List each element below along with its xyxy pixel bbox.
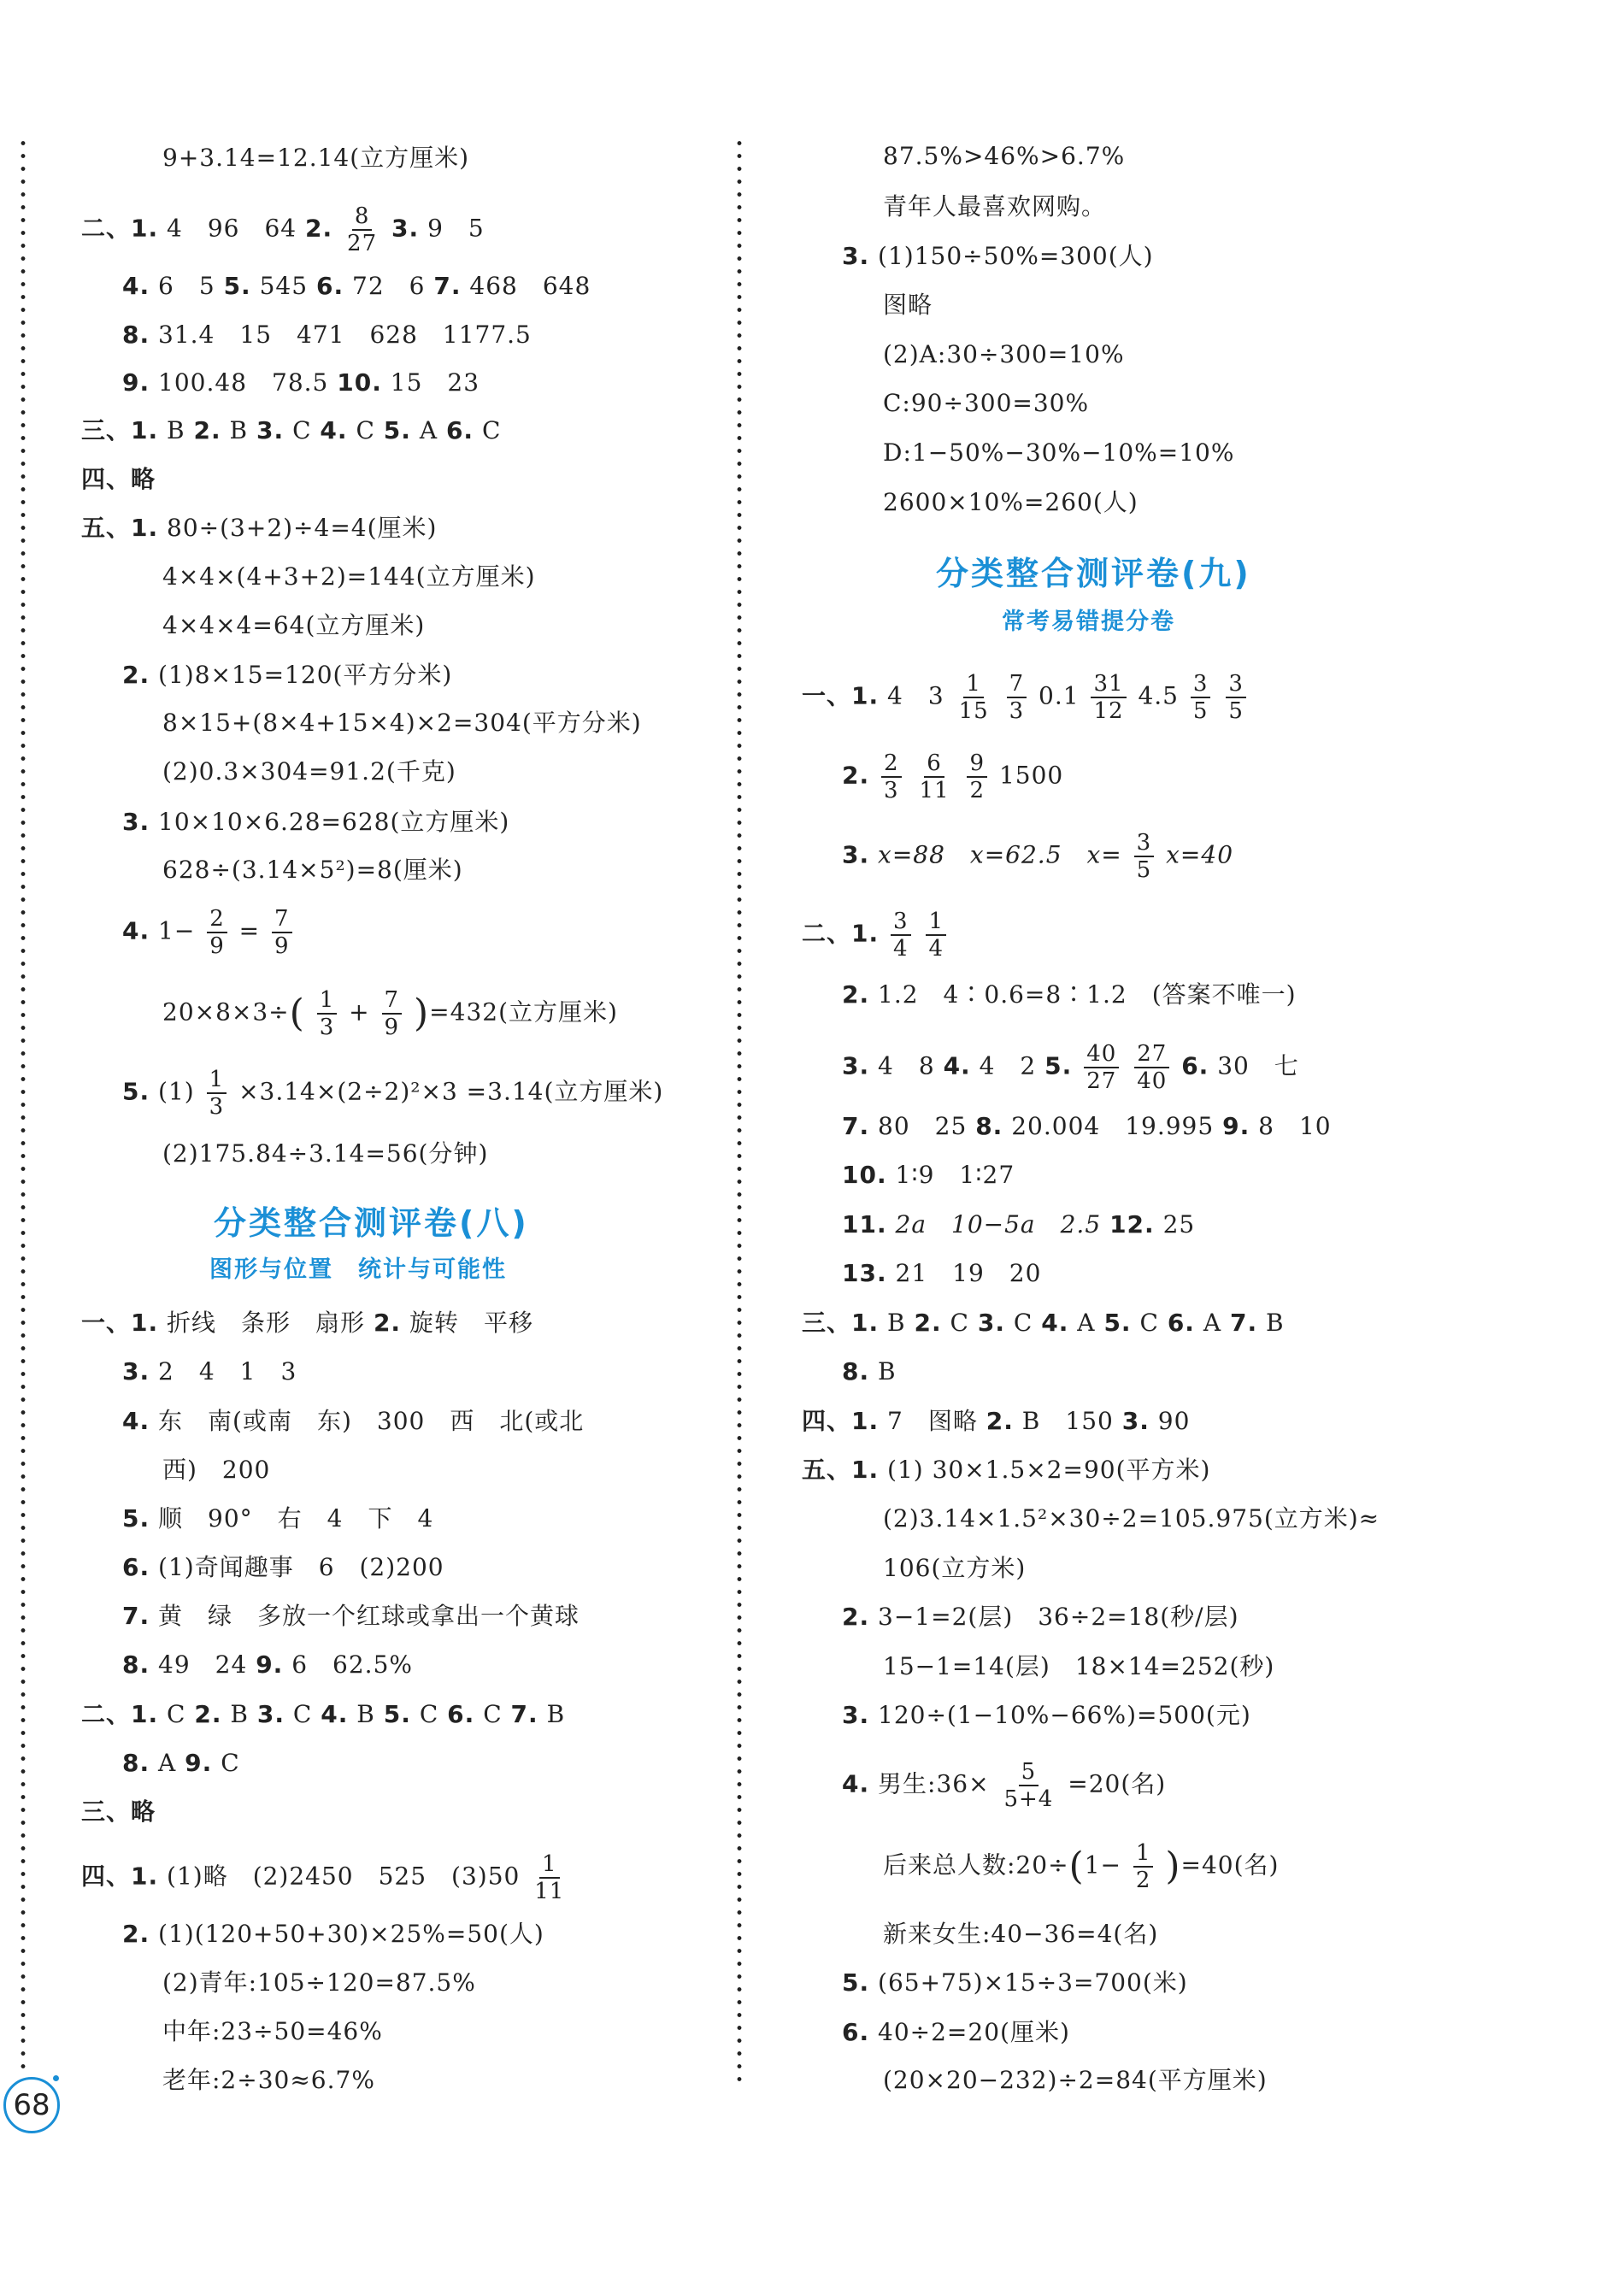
left-margin-dots bbox=[21, 137, 26, 2077]
answer-line: 4. 东 南(或南 东) 300 西 北(或北 bbox=[122, 1407, 585, 1435]
answer-line: 6. 40÷2=20(厘米) bbox=[842, 2018, 1070, 2046]
answer-line: 9+3.14=12.14(立方厘米) bbox=[162, 144, 470, 172]
answer-line: 4. 6 5 5. 545 6. 72 6 7. 468 648 bbox=[122, 272, 591, 300]
fraction: $\frac{3}{4}$ bbox=[891, 910, 911, 960]
answer-line: 五、1. (1) 30×1.5×2=90(平方米) bbox=[802, 1456, 1211, 1484]
answer-line: 二、1. $\frac{3}{4}$ $\frac{1}{4}$ bbox=[802, 910, 950, 960]
answer-line: 2. (1)8×15=120(平方分米) bbox=[122, 661, 453, 689]
fraction: $\frac{8}{27}$ bbox=[347, 203, 378, 256]
answer-line: 4. 男生:36× $\frac{5}{5+4}$ =20(名) bbox=[842, 1759, 1167, 1812]
answer-line: 三、1. B 2. C 3. C 4. A 5. C 6. A 7. B bbox=[802, 1309, 1285, 1337]
answer-line: (2)175.84÷3.14=56(分钟) bbox=[162, 1139, 489, 1168]
answer-line: 3. 2 4 1 3 bbox=[122, 1357, 297, 1386]
answer-line: 7. 80 25 8. 20.004 19.995 9. 8 10 bbox=[842, 1112, 1332, 1140]
answer-line: 4. 1− $\frac{2}{9}$ = $\frac{7}{9}$ bbox=[122, 908, 296, 957]
answer-line: (2)青年:105÷120=87.5% bbox=[162, 1968, 476, 1997]
answer-line: 3. 120÷(1−10%−66%)=500(元) bbox=[842, 1701, 1251, 1729]
answer-line: (2)3.14×1.5²×30÷2=105.975(立方米)≈ bbox=[883, 1504, 1380, 1533]
answer-line: 2. 1.2 4∶0.6=8∶1.2 (答案不唯一) bbox=[842, 980, 1297, 1009]
fraction: $\frac{1}{2}$ bbox=[1133, 1842, 1154, 1892]
fraction: $\frac{5}{5+4}$ bbox=[1003, 1759, 1054, 1812]
answer-line: 10. 1∶9 1∶27 bbox=[842, 1161, 1015, 1189]
answer-line: 3. 10×10×6.28=628(立方厘米) bbox=[122, 808, 510, 836]
answer-line: (20×20−232)÷2=84(平方厘米) bbox=[883, 2066, 1268, 2094]
answer-line: 628÷(3.14×5²)=8(厘米) bbox=[162, 856, 463, 884]
answer-line: 一、1. 折线 条形 扇形 2. 旋转 平移 bbox=[81, 1309, 533, 1337]
answer-line: 后来总人数:20÷(1− $\frac{1}{2}$ )=40(名) bbox=[883, 1840, 1280, 1893]
fraction: $\frac{7}{9}$ bbox=[382, 989, 403, 1038]
page-number-badge: 68 bbox=[3, 2077, 60, 2133]
answer-line: C:90÷300=30% bbox=[883, 389, 1090, 417]
answer-line: 2600×10%=260(人) bbox=[883, 488, 1139, 516]
answer-line: 8. 49 24 9. 6 62.5% bbox=[122, 1650, 413, 1679]
answer-line: 新来女生:40−36=4(名) bbox=[883, 1920, 1159, 1948]
center-divider-dots bbox=[737, 137, 742, 2086]
answer-line: 3. x=88 x=62.5 x= $\frac{3}{5}$ x=40 bbox=[842, 830, 1234, 883]
fraction: $\frac{2}{9}$ bbox=[207, 908, 227, 957]
answer-line: 青年人最喜欢网购。 bbox=[883, 192, 1107, 221]
answer-line: 11. 2a 10−5a 2.5 12. 25 bbox=[842, 1210, 1196, 1238]
fraction: $\frac{40}{27}$ bbox=[1084, 1043, 1119, 1092]
fraction: $\frac{3}{5}$ bbox=[1191, 673, 1211, 722]
answer-line: 四、略 bbox=[81, 465, 156, 493]
answer-line: 三、1. B 2. B 3. C 4. C 5. A 6. C bbox=[81, 416, 502, 444]
section-title: 分类整合测评卷(八) bbox=[214, 1204, 529, 1242]
answer-line: 20×8×3÷( $\frac{1}{3}$ + $\frac{7}{9}$ )=432(立方厘米) bbox=[162, 987, 618, 1040]
answer-line: 106(立方米) bbox=[883, 1554, 1027, 1582]
answer-line: 四、1. 7 图略 2. B 150 3. 90 bbox=[802, 1407, 1191, 1435]
answer-line: 8. A 9. C bbox=[122, 1749, 240, 1777]
answer-line: 3. (1)150÷50%=300(人) bbox=[842, 242, 1154, 270]
answer-line: 15−1=14(层) 18×14=252(秒) bbox=[883, 1652, 1275, 1680]
fraction: $\frac{31}{12}$ bbox=[1091, 673, 1126, 722]
answer-line: 五、1. 80÷(3+2)÷4=4(厘米) bbox=[81, 514, 438, 542]
answer-line: D:1−50%−30%−10%=10% bbox=[883, 438, 1235, 467]
fraction: $\frac{7}{9}$ bbox=[272, 908, 292, 957]
fraction: $\frac{3}{5}$ bbox=[1226, 673, 1246, 722]
answer-line: 13. 21 19 20 bbox=[842, 1259, 1042, 1287]
fraction: $\frac{2}{3}$ bbox=[881, 752, 902, 802]
fraction: $\frac{1}{11}$ bbox=[534, 1851, 565, 1904]
answer-line: 7. 黄 绿 多放一个红球或拿出一个黄球 bbox=[122, 1602, 580, 1630]
answer-line: 4×4×4=64(立方厘米) bbox=[162, 611, 426, 639]
answer-line: 西) 200 bbox=[162, 1456, 271, 1484]
answer-line: 9. 100.48 78.5 10. 15 23 bbox=[122, 368, 480, 397]
fraction: $\frac{1}{4}$ bbox=[926, 910, 946, 960]
section-subtitle: 图形与位置 统计与可能性 bbox=[209, 1256, 507, 1283]
fraction: $\frac{1}{3}$ bbox=[207, 1068, 227, 1118]
answer-line: 老年:2÷30≈6.7% bbox=[162, 2066, 375, 2094]
answer-line: 三、略 bbox=[81, 1797, 156, 1826]
answer-line: 2. (1)(120+50+30)×25%=50(人) bbox=[122, 1920, 544, 1948]
answer-line: 8×15+(8×4+15×4)×2=304(平方分米) bbox=[162, 709, 642, 737]
answer-line: 中年:23÷50=46% bbox=[162, 2017, 383, 2045]
answer-line: 4×4×(4+3+2)=144(立方厘米) bbox=[162, 562, 536, 591]
answer-line: 5. 顺 90° 右 4 下 4 bbox=[122, 1504, 434, 1533]
answer-line: 四、1. (1)略 (2)2450 525 (3)50 $\frac{1}{11}$ bbox=[81, 1853, 570, 1903]
answer-line: (2)0.3×304=91.2(千克) bbox=[162, 757, 456, 785]
answer-line: 2. 3−1=2(层) 36÷2=18(秒/层) bbox=[842, 1603, 1239, 1631]
answer-line: 6. (1)奇闻趣事 6 (2)200 bbox=[122, 1553, 444, 1581]
answer-line: 3. 4 8 4. 4 2 5. $\frac{40}{27}$ $\frac{27}{40}$ 6. 30 七 bbox=[842, 1041, 1299, 1094]
fraction: $\frac{7}{3}$ bbox=[1007, 673, 1027, 722]
answer-line: 二、1. 4 96 64 2. $\frac{8}{27}$ 3. 9 5 bbox=[81, 203, 485, 256]
section-subtitle: 常考易错提分卷 bbox=[1002, 609, 1175, 635]
fraction: $\frac{1}{3}$ bbox=[317, 989, 338, 1038]
answer-line: 5. (65+75)×15÷3=700(米) bbox=[842, 1968, 1188, 1997]
section-title: 分类整合测评卷(九) bbox=[936, 555, 1251, 592]
answer-line: 二、1. C 2. B 3. C 4. B 5. C 6. C 7. B bbox=[81, 1700, 566, 1728]
answer-line: 2. $\frac{2}{3}$ $\frac{6}{11}$ $\frac{9}{2}$ 1500 bbox=[842, 750, 1064, 803]
fraction: $\frac{3}{5}$ bbox=[1134, 832, 1155, 881]
fraction: $\frac{27}{40}$ bbox=[1134, 1043, 1169, 1092]
answer-line: 图略 bbox=[883, 291, 933, 319]
fraction: $\frac{9}{2}$ bbox=[967, 752, 987, 802]
fraction: $\frac{1}{15}$ bbox=[958, 671, 989, 724]
answer-line: 5. (1) $\frac{1}{3}$ ×3.14×(2÷2)²×3 =3.14(立方厘米) bbox=[122, 1067, 664, 1120]
answer-line: (2)A:30÷300=10% bbox=[883, 340, 1125, 368]
answer-line: 8. B bbox=[842, 1357, 897, 1386]
page-number-dot bbox=[53, 2075, 59, 2081]
answer-line: 8. 31.4 15 471 628 1177.5 bbox=[122, 321, 532, 349]
answer-line: 一、1. 4 3 $\frac{1}{15}$ $\frac{7}{3}$ 0.1 $\frac{31}{12}$ 4.5 $\frac{3}{5}$ $\frac{3}{5}$ bbox=[802, 673, 1250, 722]
fraction: $\frac{6}{11}$ bbox=[919, 750, 950, 803]
answer-line: 87.5%>46%>6.7% bbox=[883, 142, 1126, 170]
